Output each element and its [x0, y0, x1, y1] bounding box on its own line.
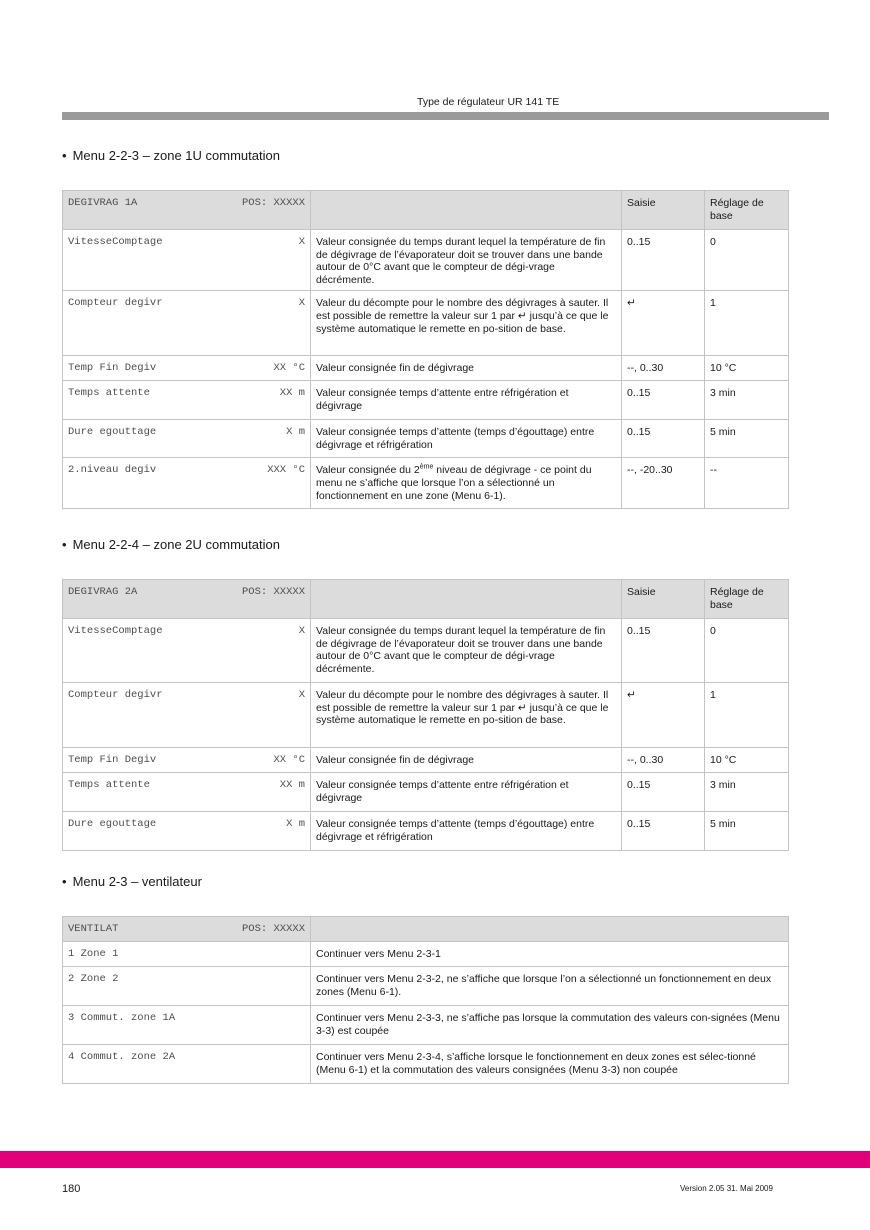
desc-cell: Valeur consignée temps d’attente (temps d’égouttage) entre dégivrage et réfrigération [311, 420, 622, 458]
menu-table-2-2-3 [62, 190, 789, 509]
reglage-cell: 5 min [705, 420, 789, 458]
desc-header-cell [311, 917, 789, 942]
table-row [63, 748, 789, 773]
section-title-text: Menu 2-2-3 – zone 1U commutation [72, 148, 280, 163]
lcd-title: VENTILAT [68, 923, 119, 935]
lcd-title: DEGIVRAG 2A [68, 586, 138, 598]
superscript: ème [419, 463, 434, 471]
section-title-menu-2-3 [62, 874, 202, 889]
reglage-header-cell: Réglage de base [705, 191, 789, 230]
lcd-value: X [298, 689, 305, 701]
table-row [63, 1045, 789, 1084]
lcd-value: XX m [279, 779, 305, 791]
menu-table-2-3 [62, 916, 789, 1084]
table-row [63, 1006, 789, 1045]
lcd-cell [63, 356, 311, 381]
reglage-cell: 0 [705, 619, 789, 683]
saisie-cell: --, -20..30 [622, 458, 705, 509]
table-row [63, 381, 789, 420]
table-row [63, 683, 789, 748]
table-row [63, 773, 789, 812]
lcd-cell [63, 748, 311, 773]
lcd-value: X [298, 297, 305, 310]
lcd-cell [63, 683, 311, 748]
reglage-cell: 3 min [705, 381, 789, 420]
desc-cell: Valeur consignée temps d’attente (temps d’égouttage) entre dégivrage et réfrigération [311, 812, 622, 851]
lcd-label: Temp Fin Degiv [68, 362, 157, 375]
table-row [63, 812, 789, 851]
lcd-label: Temps attente [68, 387, 150, 400]
reglage-cell: 10 °C [705, 748, 789, 773]
reglage-cell: 0 [705, 230, 789, 291]
lcd-label: Compteur degivr [68, 297, 163, 310]
bullet-icon: • [62, 148, 67, 163]
saisie-cell: --, 0..30 [622, 356, 705, 381]
table-row [63, 942, 789, 967]
reglage-cell: 3 min [705, 773, 789, 812]
desc-text-cont: niveau de dégivrage - ce point du menu ne s’affiche que lorsque l’on a sélectionné un fonctionnement en une zone (Menu 6-1). [316, 464, 592, 502]
saisie-cell: ↵ [622, 291, 705, 356]
lcd-cell: 2 Zone 2 [63, 967, 311, 1006]
lcd-header-cell [63, 917, 311, 942]
bullet-icon: • [62, 537, 67, 552]
saisie-cell: 0..15 [622, 812, 705, 851]
section-title-menu-2-2-3 [62, 148, 280, 163]
lcd-label: Temp Fin Degiv [68, 754, 157, 766]
lcd-cell: 3 Commut. zone 1A [63, 1006, 311, 1045]
saisie-cell: 0..15 [622, 420, 705, 458]
table-header-row [63, 191, 789, 230]
reglage-cell: 1 [705, 683, 789, 748]
lcd-header-cell [63, 191, 311, 230]
version-info: Version 2.05 31. Mai 2009 [680, 1184, 773, 1193]
section-title-menu-2-2-4 [62, 537, 280, 552]
table-header-row [63, 580, 789, 619]
table-row [63, 619, 789, 683]
footer-bar [0, 1151, 870, 1168]
lcd-cell [63, 619, 311, 683]
desc-cell: Valeur consignée fin de dégivrage [311, 356, 622, 381]
table-row [63, 356, 789, 381]
lcd-pos: POS: XXXXX [241, 923, 305, 935]
saisie-cell: 0..15 [622, 619, 705, 683]
lcd-value: X [298, 236, 305, 248]
desc-cell: Continuer vers Menu 2-3-4, s’affiche lorsque le fonctionnement en deux zones est sélec-tionné (Menu 6-1) et la commutation des valeurs consignées (Menu 3-3) non coupée [311, 1045, 789, 1084]
lcd-pos: POS: XXXXX [241, 586, 305, 598]
lcd-cell [63, 458, 311, 509]
desc-cell: Valeur consignée fin de dégivrage [311, 748, 622, 773]
lcd-label: VitesseComptage [68, 625, 163, 637]
reglage-cell: 10 °C [705, 356, 789, 381]
lcd-cell [63, 230, 311, 291]
lcd-value: XX m [279, 387, 305, 400]
table-row [63, 230, 789, 291]
desc-cell: Valeur consignée du temps durant lequel la température de fin de dégivrage de l’évaporateur doit se trouver dans une bande autour de 0°C avant que le compteur de dégi-vrage décrémente. [311, 619, 622, 683]
lcd-value: XX °C [273, 754, 305, 766]
table-row [63, 967, 789, 1006]
lcd-cell: 4 Commut. zone 2A [63, 1045, 311, 1084]
lcd-label: Compteur degivr [68, 689, 163, 701]
header-divider-bar [62, 112, 829, 120]
desc-cell [311, 458, 622, 509]
lcd-cell [63, 812, 311, 851]
saisie-cell: 0..15 [622, 230, 705, 291]
table-row [63, 458, 789, 509]
lcd-pos: POS: XXXXX [241, 197, 305, 209]
lcd-cell [63, 773, 311, 812]
section-title-text: Menu 2-3 – ventilateur [72, 874, 202, 889]
lcd-value: X [298, 625, 305, 637]
lcd-value: XX °C [273, 362, 305, 375]
lcd-value: X m [286, 818, 305, 830]
desc-text: Valeur consignée du 2 [316, 464, 420, 477]
lcd-label: Dure egouttage [68, 426, 157, 439]
saisie-cell: 0..15 [622, 381, 705, 420]
section-title-text: Menu 2-2-4 – zone 2U commutation [72, 537, 280, 552]
lcd-cell: 1 Zone 1 [63, 942, 311, 967]
reglage-cell: -- [705, 458, 789, 509]
header-title: Type de régulateur UR 141 TE [417, 96, 560, 108]
table-row [63, 291, 789, 356]
lcd-label: Dure egouttage [68, 818, 157, 830]
desc-cell: Continuer vers Menu 2-3-2, ne s’affiche que lorsque l’on a sélectionné un fonctionnement en deux zones (Menu 6-1). [311, 967, 789, 1006]
bullet-icon: • [62, 874, 67, 889]
table-row [63, 420, 789, 458]
desc-cell: Valeur consignée du temps durant lequel la température de fin de dégivrage de l’évaporateur doit se trouver dans une bande autour de 0°C avant que le compteur de dégi-vrage décrémente. [311, 230, 622, 291]
saisie-header-cell: Saisie [622, 191, 705, 230]
lcd-cell [63, 381, 311, 420]
desc-header-cell [311, 191, 622, 230]
saisie-cell: 0..15 [622, 773, 705, 812]
lcd-cell [63, 291, 311, 356]
lcd-title: DEGIVRAG 1A [68, 197, 138, 209]
saisie-header-cell: Saisie [622, 580, 705, 619]
lcd-value: X m [286, 426, 305, 439]
desc-cell: Valeur du décompte pour le nombre des dégivrages à sauter. Il est possible de remettre la valeur sur 1 par ↵ jusqu’à ce que le système automatique le remette en po-sition de base. [311, 291, 622, 356]
lcd-value: XXX °C [267, 464, 305, 477]
reglage-header-cell: Réglage de base [705, 580, 789, 619]
lcd-label: 2.niveau degiv [68, 464, 157, 477]
table-header-row [63, 917, 789, 942]
saisie-cell: ↵ [622, 683, 705, 748]
lcd-cell [63, 420, 311, 458]
desc-cell: Valeur du décompte pour le nombre des dégivrages à sauter. Il est possible de remettre la valeur sur 1 par ↵ jusqu’à ce que le système automatique le remette en po-sition de base. [311, 683, 622, 748]
lcd-label: Temps attente [68, 779, 150, 791]
menu-table-2-2-4 [62, 579, 789, 851]
saisie-cell: --, 0..30 [622, 748, 705, 773]
lcd-header-cell [63, 580, 311, 619]
reglage-cell: 5 min [705, 812, 789, 851]
page-number: 180 [62, 1183, 81, 1195]
reglage-cell: 1 [705, 291, 789, 356]
desc-cell: Valeur consignée temps d’attente entre réfrigération et dégivrage [311, 381, 622, 420]
desc-cell: Continuer vers Menu 2-3-3, ne s’affiche pas lorsque la commutation des valeurs con-signées (Menu 3-3) est coupée [311, 1006, 789, 1045]
desc-header-cell [311, 580, 622, 619]
lcd-label: VitesseComptage [68, 236, 163, 248]
desc-cell: Continuer vers Menu 2-3-1 [311, 942, 789, 967]
desc-cell: Valeur consignée temps d’attente entre réfrigération et dégivrage [311, 773, 622, 812]
